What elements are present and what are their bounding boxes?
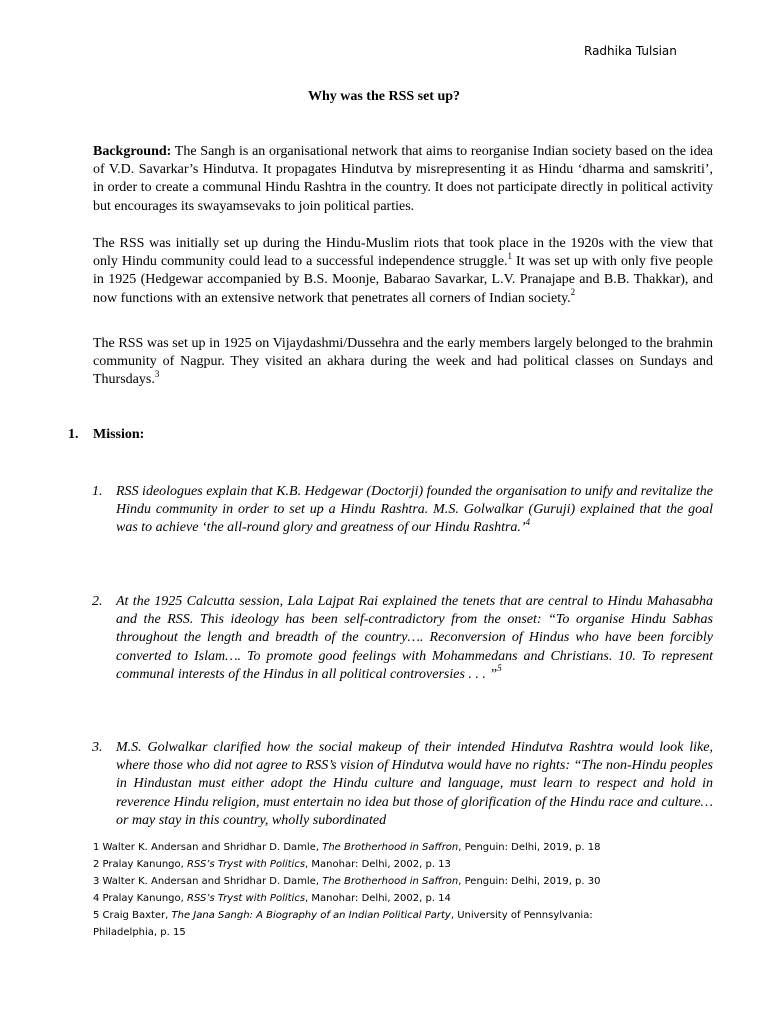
footnote-2 xyxy=(93,856,733,873)
list-item-text: M.S. Golwalkar clarified how the social makeup of their intended Hindutva Rashtra would look like, where those who did not agree to RSS’s vision of Hindutva would have no rights: “The non-Hindu peoples in Hindustan must either adopt the Hindu culture and language, must learn to respect and hold in reverence Hindu religion, must entertain no idea but those of glorification of the Hindu race and culture… or may stay in this country, wholly subordinated xyxy=(116,740,713,828)
footnote-number: 2 xyxy=(93,859,100,870)
footnote-number: 3 xyxy=(93,876,100,887)
footnote-author: Pralay Kanungo, xyxy=(99,859,187,870)
footnote-publisher: , Manohar: Delhi, 2002, p. 13 xyxy=(305,859,451,870)
footnote-3 xyxy=(93,873,733,890)
page-title: Why was the RSS set up? xyxy=(307,89,461,104)
mission-number: 1. xyxy=(68,427,79,442)
footnote-publisher: , Penguin: Delhi, 2019, p. 18 xyxy=(458,842,601,853)
background-paragraph xyxy=(93,143,713,216)
footnote-1 xyxy=(93,839,733,856)
footnote-ref-4[interactable]: 4 xyxy=(525,516,531,527)
origin-text-a: The RSS was initially set up during the Hindu-Muslim riots that took place in the 1920s with the view that only Hindu community could lead to a successful independence struggle. xyxy=(93,236,713,270)
author-name: Radhika Tulsian xyxy=(584,44,677,58)
footnote-publisher: , Manohar: Delhi, 2002, p. 14 xyxy=(305,893,451,904)
footnote-title: RSS’s Tryst with Politics xyxy=(187,893,306,904)
footnote-title: The Brotherhood in Saffron xyxy=(322,876,459,887)
footnote-4 xyxy=(93,890,733,907)
background-text: The Sangh is an organisational network that aims to reorganise Indian society based on the idea of V.D. Savarkar’s Hindutva. It propagates Hindutva by misrepresenting it as Hindu ‘dharma and samskriti’, in order to create a communal Hindu Rashtra in the country. It does not participate directly in political activity but encourages its swayamsevaks to join political parties. xyxy=(93,144,713,214)
origin-paragraph xyxy=(93,235,713,308)
mission-heading xyxy=(68,427,144,443)
footnote-author: Walter K. Andersan and Shridhar D. Damle, xyxy=(99,842,323,853)
footnote-5 xyxy=(93,907,633,941)
footnote-title: The Brotherhood in Saffron xyxy=(322,842,459,853)
footnote-number: 1 xyxy=(93,842,100,853)
footnote-ref-3[interactable]: 3 xyxy=(154,368,160,379)
footnote-ref-2[interactable]: 2 xyxy=(570,286,576,297)
footnote-publisher: , Penguin: Delhi, 2019, p. 30 xyxy=(458,876,601,887)
list-item-number: 3. xyxy=(92,740,103,755)
founding-paragraph xyxy=(93,335,713,390)
mission-item-3 xyxy=(92,739,713,830)
footnote-title: The Jana Sangh: A Biography of an Indian Political Party xyxy=(171,910,451,921)
footnote-publisher: , University of Pennsylvania: Philadelphia, p. 15 xyxy=(93,910,593,938)
mission-item-2 xyxy=(92,593,713,684)
footnote-ref-1[interactable]: 1 xyxy=(507,250,513,261)
footnote-number: 5 xyxy=(93,910,100,921)
background-label: Background: xyxy=(93,144,172,159)
footnotes-section xyxy=(93,839,733,941)
footnote-number: 4 xyxy=(93,893,100,904)
footnote-author: Pralay Kanungo, xyxy=(99,893,187,904)
list-item-number: 1. xyxy=(92,484,103,499)
footnote-author: Craig Baxter, xyxy=(99,910,172,921)
list-item-text: RSS ideologues explain that K.B. Hedgewar (Doctorji) founded the organisation to unify and revitalize the Hindu community in order to set up a Hindu Rashtra. M.S. Golwalkar (Guruji) explained that the goal was to achieve ‘the all-round glory and greatness of our Hindu Rashtra.’ xyxy=(116,484,713,536)
mission-item-1 xyxy=(92,483,713,538)
list-item-number: 2. xyxy=(92,594,103,609)
footnote-title: RSS’s Tryst with Politics xyxy=(187,859,306,870)
footnote-author: Walter K. Andersan and Shridhar D. Damle, xyxy=(99,876,323,887)
origin-text-b: It was set up with only five people in 1925 (Hedgewar accompanied by B.S. Moonje, Babarao Savarkar, L.V. Pranajape and B.B. Thakkar), and now functions with an extensive network that penetrates all corners of Indian society. xyxy=(93,254,713,306)
footnote-ref-5[interactable]: 5 xyxy=(497,663,502,674)
mission-label: Mission: xyxy=(93,427,145,442)
list-item-text: At the 1925 Calcutta session, Lala Lajpat Rai explained the tenets that are central to Hindu Mahasabha and the RSS. This ideology has been self-contradictory from the onset: “To organise Hindu Sabhas throughout the length and breadth of the country…. Reconversion of Hindus who have been forcibly converted to Islam…. To promote good feelings with Mohammedans and Christians. 10. To represent communal interests of the Hindus in all political controversies . . . ” xyxy=(116,594,713,682)
founding-text: The RSS was set up in 1925 on Vijaydashmi/Dussehra and the early members largely belonged to the brahmin community of Nagpur. They visited an akhara during the week and had political classes on Sundays and Thursdays. xyxy=(93,336,713,388)
